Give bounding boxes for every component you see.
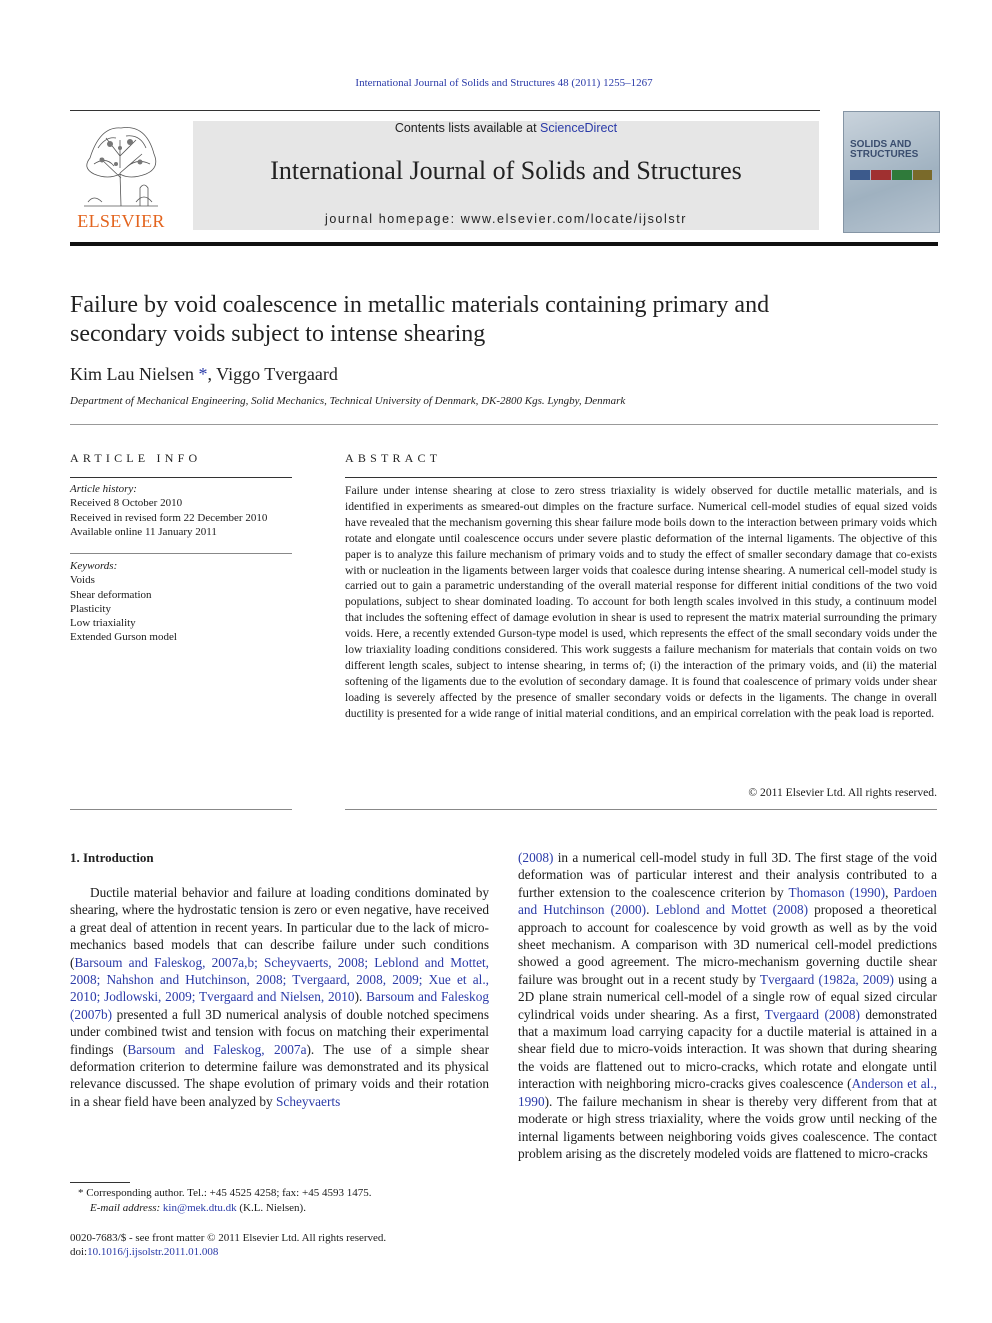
intro-text: , [885, 884, 894, 900]
citation-link[interactable]: (2008) [518, 850, 554, 865]
abstract-rule [345, 477, 937, 478]
intro-text: proposed a theoretical approach to account for coalescence by void growth as well as by the void sheet mechanism. A comparison with 3D numerical cell-model predictions showed a good agreement. The micro-mechanism governing ductile shear failure was brought out in a recent study by [518, 902, 937, 987]
keyword: Plasticity [70, 602, 111, 615]
header-rule-thick [70, 242, 938, 246]
keywords-label: Keywords: [70, 560, 118, 572]
intro-column-left [70, 884, 489, 1110]
keyword: Extended Gurson model [70, 631, 177, 644]
publisher-wordmark: ELSEVIER [77, 211, 165, 231]
citation-link[interactable]: Pardoen and Hutchinson (2000) [518, 884, 937, 918]
author-name: , Viggo Tvergaard [207, 364, 338, 384]
citation-link[interactable]: Thomason (1990) [788, 884, 886, 900]
issn-block [70, 1231, 386, 1260]
article-info-heading: ARTICLE INFO [70, 451, 202, 465]
citation-link[interactable]: Anderson et al., 1990 [518, 1076, 937, 1109]
intro-text: presented a full 3D numerical analysis of double notched specimens under combined twist and tension with focus on matching their experimental findings ( [70, 1006, 489, 1057]
intro-column-right [518, 849, 937, 1162]
journal-cover-thumbnail[interactable] [843, 111, 940, 233]
copyright: © 2011 Elsevier Ltd. All rights reserved. [748, 786, 937, 799]
sciencedirect-link[interactable]: ScienceDirect [540, 121, 618, 135]
citation-link[interactable]: Tvergaard (2008) [764, 1006, 860, 1022]
header-rule-top [70, 110, 820, 111]
footnote-rule [70, 1182, 130, 1183]
history-item: Available online 11 January 2011 [70, 525, 217, 538]
homepage-prefix: journal homepage: [324, 212, 461, 226]
citation-link[interactable]: Tvergaard (1982a, 2009) [759, 971, 894, 987]
history-item: Received in revised form 22 December 2010 [70, 511, 268, 524]
author-name: Kim Lau Nielsen [70, 364, 194, 384]
history-label: Article history: [70, 483, 137, 495]
issn-line: 0020-7683/$ - see front matter © 2011 Elsevier Ltd. All rights reserved. [70, 1232, 387, 1244]
article-info-rule [70, 477, 292, 478]
citation-link[interactable]: Barsoum and Faleskog (2007b) [70, 989, 490, 1022]
intro-text: ). The failure mechanism in shear is thereby very different from that at moderate or high stress triaxiality, where the voids grow until necking of the internal ligaments between neighboring voids gives coalescence. The contact problem arising as the discretely modeled voids are flattened to micro-cracks [518, 1093, 937, 1161]
keyword: Low triaxiality [70, 617, 136, 630]
cover-title: SOLIDS AND STRUCTURES [850, 139, 919, 160]
keyword: Voids [70, 574, 95, 587]
journal-homepage [193, 212, 819, 226]
footnote [70, 1186, 500, 1215]
article-history [70, 482, 292, 539]
keywords [70, 559, 292, 645]
article-title: Failure by void coalescence in metallic materials containing primary and secondary voids subject to intense shearing [70, 292, 770, 347]
doi-link[interactable]: 10.1016/j.ijsolstr.2011.01.008 [87, 1246, 219, 1259]
corresponding-author-note: Corresponding author. Tel.: +45 4525 4258; fax: +45 4593 1475. [83, 1187, 372, 1199]
affiliation-rule [70, 424, 938, 425]
email-label: E-mail address: [90, 1201, 161, 1214]
citation-link[interactable]: Barsoum and Faleskog, 2007a,b; Scheyvaerts, 2008; Leblond and Mottet, 2008; Nahshon and Hutchinson, 2008; Tvergaard, 2008, 2009; Xue et al., 2010; Jodlowski, 2009; Tvergaard and Nielsen, 2010 [70, 954, 489, 1005]
homepage-url-link[interactable]: www.elsevier.com/locate/ijsolstr [460, 212, 688, 226]
footnote-mark: * [78, 1187, 84, 1199]
intro-text: ). [354, 989, 367, 1005]
keywords-rule [70, 553, 292, 554]
citation-link[interactable]: Leblond and Mottet (2008) [655, 902, 809, 918]
contents-line [193, 121, 819, 135]
journal-citation-link[interactable]: International Journal of Solids and Structures 48 (2011) 1255–1267 [355, 77, 653, 89]
journal-name: International Journal of Solids and Structures [270, 156, 742, 185]
article-info-bottom-rule [70, 809, 292, 810]
intro-text: ). The use of a simple shear deformation criterion to determine failure was demonstrated and its physical relevance discussed. The shape evolution of primary voids and their rotation in a shear field have been analyzed by [70, 1041, 489, 1109]
doi-label: doi: [70, 1246, 88, 1259]
contents-prefix: Contents lists available at [394, 121, 541, 135]
intro-text: using a 2D plane strain numerical cell-model of a single row of equal sized circular cylindrical voids under shearing. As a first, [518, 971, 937, 1022]
citation-link[interactable]: Barsoum and Faleskog, 2007a [127, 1041, 307, 1057]
abstract-heading: ABSTRACT [345, 451, 442, 465]
section-heading-introduction: 1. Introduction [70, 850, 154, 865]
author-list [70, 364, 338, 385]
abstract-text: Failure under intense shearing at close to zero stress triaxiality is widely observed for ductile metallic materials, and is identified in experiments as smeared-out dimples on the fracture surface. Numerical cell-model studies of equal sized voids have revealed that the mechanism governing this shear failure mode boils down to the interaction between primary voids which rotate and elongate until coalescence occurs under severe plastic deformation of the internal ligaments. The objective of this paper is to analyze this failure mechanism of primary voids and to study the effect of smaller secondary damage that co-exists with or nucleation in the ligaments between larger voids that coalesce during intense shearing. A numerical cell-model study is carried out to gain a parametric understanding of the overall material response for different initial conditions of the two void populations, subject to shear dominated loading. To account for both length scales involved in this study, a continuum model that includes the softening effect of damage evolution in shear is used to represent the matrix material surrounding the primary voids. Here, a recently extended Gurson-type model is used, which represents the effect of the small secondary voids under the low triaxiality loading conditions considered. This work suggests a failure mechanism for materials that contain voids on two different length scales, subject to intense shearing, in terms of; (i) the interaction of the primary voids, and (ii) the material softening of the ligaments due to the evolution of secondary damage. It is found that coalescence of primary voids under shear loading is severely affected by the presence of smaller secondary voids or defects in the ligaments. The change in overall ductility is presented for a wide range of initial material conditions, and an empirical correlation with the peak load is reported. [345, 484, 937, 720]
affiliation: Department of Mechanical Engineering, Solid Mechanics, Technical University of Denmark, DK-2800 Kgs. Lyngby, Denmark [70, 395, 626, 407]
abstract-bottom-rule [345, 809, 937, 810]
keyword: Shear deformation [70, 588, 152, 601]
intro-text: in a numerical cell-model study in full 3D. The first stage of the void deformation was of particular interest and their analysis contributed to a further extension to the coalescence criterion by [518, 850, 937, 900]
intro-text: . [646, 902, 656, 918]
cover-image-strip [850, 170, 932, 180]
intro-text: demonstrated that a maximum load carrying capacity for a ductile material is attained in a shear field due to micro-voids interaction. It was shown that during shearing the voids are flattened out to micro-cracks, which rotate and elongate until interaction with neighboring micro-cracks gives coalescence ( [518, 1006, 937, 1092]
history-item: Received 8 October 2010 [70, 497, 183, 510]
email-suffix: (K.L. Nielsen). [236, 1201, 306, 1214]
corresponding-author-mark[interactable]: * [198, 364, 208, 384]
email-link[interactable]: kin@mek.dtu.dk [162, 1201, 237, 1214]
citation-link[interactable]: Scheyvaerts [276, 1093, 341, 1109]
intro-text: Ductile material behavior and failure at loading conditions dominated by shearing, where the hydrostatic tension is zero or even negative, have received a great deal of attention in recent years. In particular due to the lack of micro-mechanics based models that can describe failure under such conditions ( [70, 885, 489, 970]
